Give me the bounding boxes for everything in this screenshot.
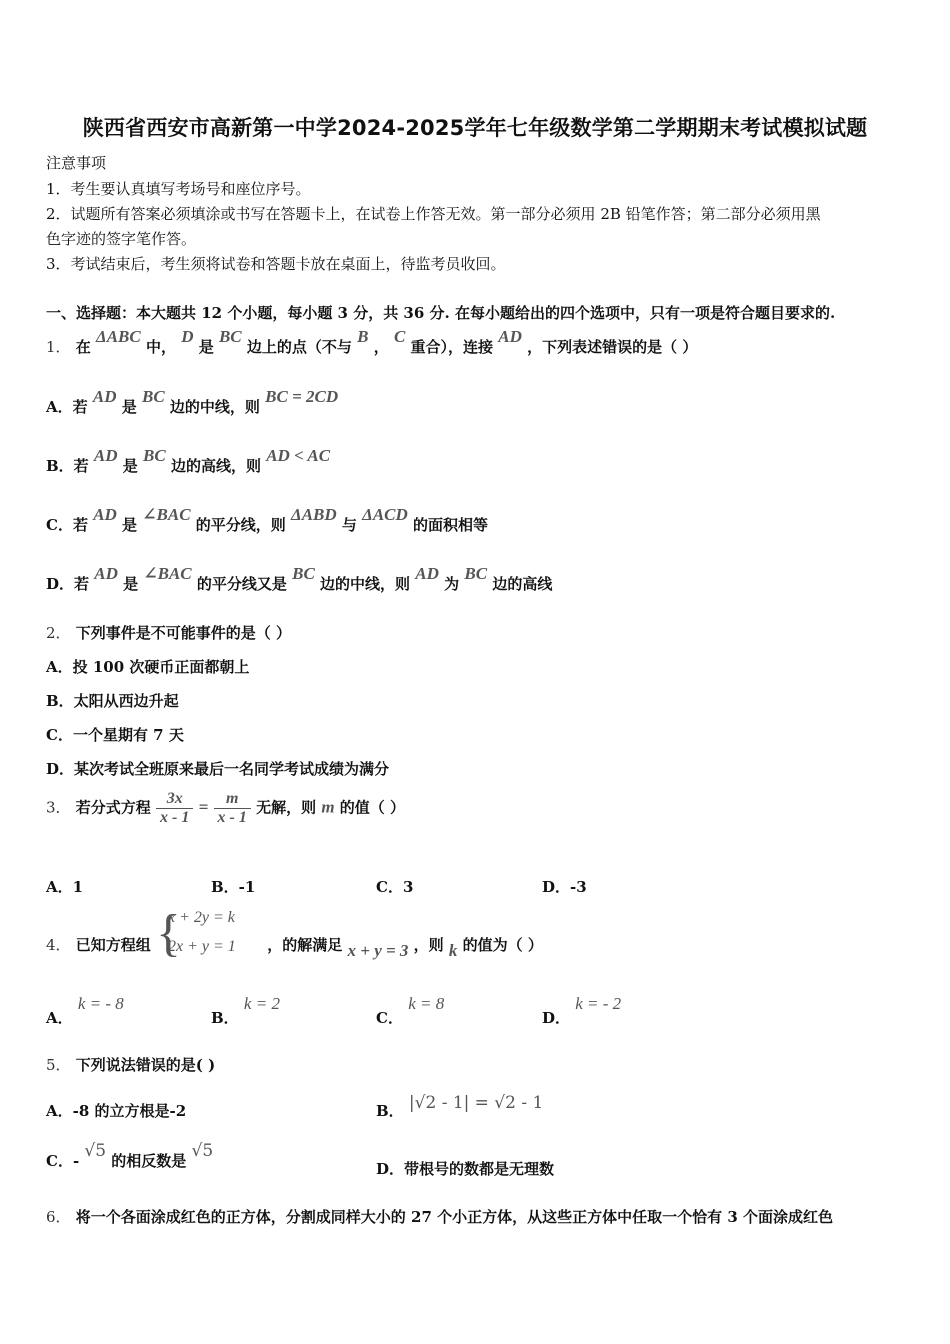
math-expr: ∠BAC <box>143 564 192 583</box>
section-heading: 一、选择题：本大题共 12 个小题，每小题 3 分，共 36 分. 在每小题给出的四个选项中，只有一项是符合题目要求的. <box>46 304 836 322</box>
option-b[interactable]: B．-1 <box>211 878 256 896</box>
math-expr: D <box>181 327 194 346</box>
q-text: 的值（ ） <box>339 798 406 817</box>
page-title: 陕西省西安市高新第一中学2024-2025学年七年级数学第二学期期末考试模拟试题 <box>82 116 868 140</box>
option-a[interactable]: A．-8 的立方根是-2 <box>46 1102 187 1120</box>
q-text: 的平分线又是 <box>196 575 287 593</box>
option-c[interactable]: C．一个星期有 7 天 <box>46 726 184 744</box>
option-label: A． <box>46 1009 73 1027</box>
math-expr: k = - 8 <box>77 994 124 1013</box>
q-text: 边的高线，则 <box>170 457 261 475</box>
option-d[interactable] <box>542 993 622 1027</box>
option-label: A．若 <box>46 398 88 416</box>
q-text: ， <box>373 338 389 356</box>
system-brace: { <box>156 905 181 962</box>
question-1 <box>46 327 698 357</box>
math-expr: AD < AC <box>266 446 331 465</box>
math-expr: = √2 - 1 <box>474 1093 544 1113</box>
option-a[interactable] <box>46 993 124 1027</box>
q-text: 为 <box>444 575 460 593</box>
option-label: B． <box>211 1009 239 1027</box>
numerator: m <box>214 790 251 809</box>
q-text: 的相反数是 <box>111 1152 187 1170</box>
notice-item: 色字迹的签字笔作答。 <box>46 230 197 248</box>
q-text: 若分式方程 <box>75 798 151 817</box>
fraction <box>156 790 193 827</box>
q-text: 将一个各面涂成红色的正方体，分割成同样大小的 27 个小正方体，从这些正方体中任取一个恰有 3 个面涂成红色 <box>75 1208 833 1226</box>
option-label: D．若 <box>46 575 90 593</box>
math-expr: AD <box>94 564 118 583</box>
math-expr: √5 <box>84 1141 107 1161</box>
notice-item: 2．试题所有答案必须填涂或书写在答题卡上，在试卷上作答无效。第一部分必须用 2B 铅笔作答；第二部分必须用黑 <box>46 205 821 223</box>
q-text: 边上的点（不与 <box>246 338 352 356</box>
denominator: x - 1 <box>217 809 247 826</box>
math-expr: AD <box>93 505 117 524</box>
q-text: 下列事件是不可能事件的是（ ） <box>75 624 292 642</box>
math-expr: AD <box>93 446 118 465</box>
option-d[interactable]: D．-3 <box>542 878 587 896</box>
math-expr: AD <box>415 564 439 583</box>
question-number: 4． <box>46 936 71 954</box>
denominator: x - 1 <box>160 809 190 826</box>
option-c[interactable] <box>46 1141 214 1171</box>
system-equation: x + 2y = k <box>168 909 235 926</box>
option-a[interactable]: A．投 100 次硬币正面都朝上 <box>46 658 250 676</box>
option-label: B． <box>376 1102 404 1120</box>
option-a[interactable]: A．1 <box>46 878 84 896</box>
question-6 <box>46 1206 833 1227</box>
q-text: 的平分线，则 <box>195 516 286 534</box>
option-d[interactable] <box>46 564 553 594</box>
option-c[interactable]: C．3 <box>376 878 414 896</box>
math-expr: B <box>357 327 369 346</box>
notice-item: 3．考试结束后，考生须将试卷和答题卡放在桌面上，待监考员收回。 <box>46 255 506 273</box>
fraction <box>214 790 251 827</box>
math-expr: k = - 2 <box>575 994 622 1013</box>
option-d[interactable]: D．带根号的数都是无理数 <box>376 1160 555 1178</box>
math-expr: C <box>393 327 406 346</box>
question-2 <box>46 622 291 643</box>
q-text: 已知方程组 <box>75 936 151 954</box>
q-text: 与 <box>341 516 357 534</box>
math-expr: k = 8 <box>408 994 445 1013</box>
q-text: 中， <box>145 338 176 356</box>
math-expr: BC <box>292 564 315 583</box>
q-text: 是 <box>121 398 137 416</box>
question-number: 2． <box>46 624 71 642</box>
question-number: 6． <box>46 1208 71 1226</box>
math-expr: ΔABC <box>96 327 141 346</box>
math-expr: ΔACD <box>362 505 408 524</box>
q-text: ，的解满足 <box>267 936 343 954</box>
option-label: C． <box>376 1009 403 1027</box>
q-text: 无解，则 <box>256 798 317 817</box>
math-expr: x + y = 3 <box>347 941 409 960</box>
math-expr: k = 2 <box>243 994 280 1013</box>
q-text: 下列说法错误的是( ) <box>75 1056 216 1074</box>
option-b[interactable] <box>376 1092 544 1120</box>
option-b[interactable] <box>46 446 331 476</box>
option-c[interactable] <box>376 993 445 1027</box>
q-text: 重合），连接 <box>410 338 494 356</box>
option-label: C．- <box>46 1152 80 1170</box>
option-a[interactable] <box>46 387 339 417</box>
equals-sign: = <box>198 797 209 817</box>
option-b[interactable]: B．太阳从西边升起 <box>46 692 179 710</box>
q-text: ，则 <box>413 936 444 954</box>
question-number: 5． <box>46 1056 71 1074</box>
question-number: 1． <box>46 338 71 356</box>
math-expr: BC <box>141 387 165 406</box>
option-label: C．若 <box>46 516 88 534</box>
question-3 <box>46 790 405 827</box>
system-equation: 2x + y = 1 <box>168 938 236 955</box>
question-4 <box>46 934 543 960</box>
math-expr: ∠BAC <box>142 505 191 524</box>
q-text: 边的高线 <box>492 575 553 593</box>
math-expr: √5 <box>191 1141 214 1161</box>
notice-item: 1．考生要认真填写考场号和座位序号。 <box>46 180 311 198</box>
q-text: 边的中线，则 <box>169 398 260 416</box>
q-text: 边的中线，则 <box>320 575 411 593</box>
q-text: 的面积相等 <box>413 516 489 534</box>
option-label: D． <box>542 1009 571 1027</box>
math-expr: AD <box>92 387 117 406</box>
question-number: 3． <box>46 798 71 817</box>
notice-heading: 注意事项 <box>46 154 107 172</box>
math-expr: |√2 - 1| <box>408 1093 470 1113</box>
math-expr: k <box>448 941 458 960</box>
q-text: 是 <box>198 338 214 356</box>
option-d[interactable]: D．某次考试全班原来最后一名同学考试成绩为满分 <box>46 760 390 778</box>
q-text: 在 <box>75 338 91 356</box>
math-expr: BC = 2CD <box>265 387 339 406</box>
math-expr: ΔABD <box>291 505 337 524</box>
q-text: 是 <box>122 516 138 534</box>
math-expr: m <box>321 797 335 817</box>
q-text: 是 <box>122 457 138 475</box>
option-label: B．若 <box>46 457 89 475</box>
math-expr: BC <box>218 327 242 346</box>
math-expr: AD <box>498 327 522 346</box>
option-c[interactable] <box>46 505 489 535</box>
q-text: 的值为（ ） <box>462 936 543 954</box>
math-expr: BC <box>143 446 166 465</box>
option-b[interactable] <box>211 993 280 1027</box>
q-text: ，下列表述错误的是（ ） <box>527 338 698 356</box>
question-5 <box>46 1054 215 1075</box>
numerator: 3x <box>156 790 193 809</box>
math-expr: BC <box>464 564 488 583</box>
q-text: 是 <box>123 575 139 593</box>
